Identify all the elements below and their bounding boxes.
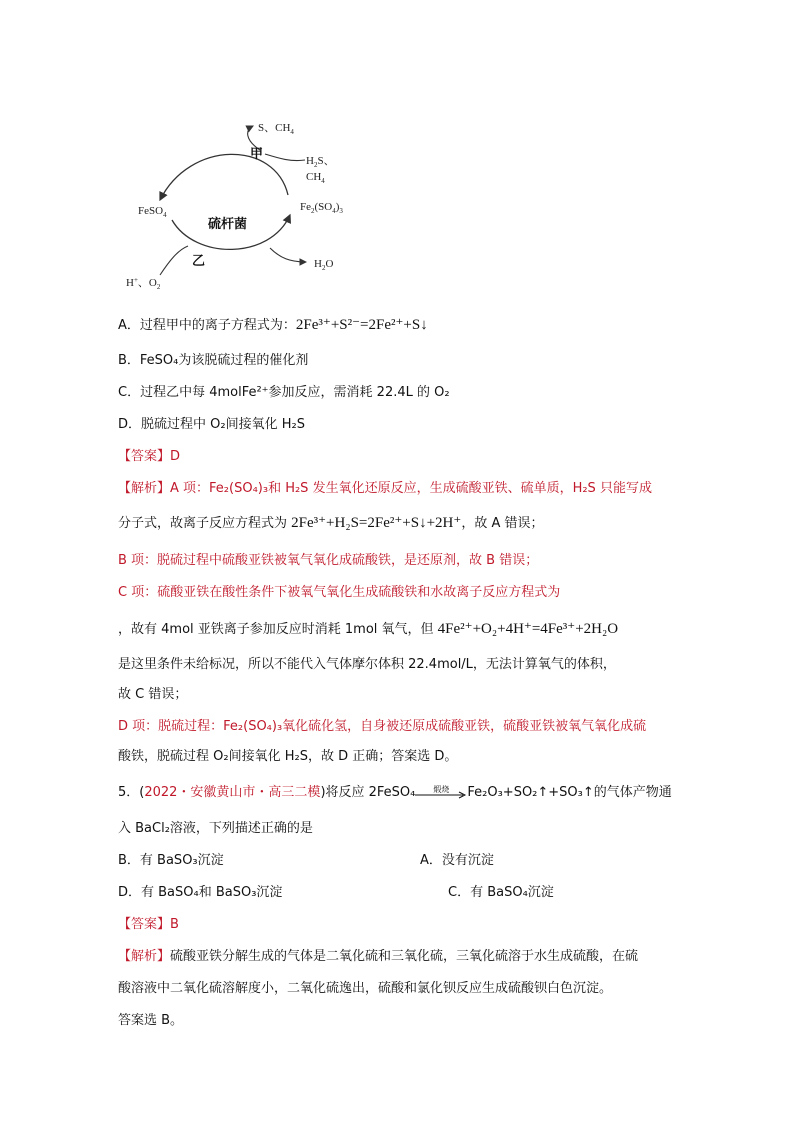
q5-answer-tag: 【答案】 xyxy=(118,917,171,932)
q4-analysis-line-1 xyxy=(118,480,652,498)
q4-option-a-label: A．过程甲中的离子方程式为： xyxy=(118,318,296,333)
desulfurization-cycle-diagram xyxy=(110,110,380,300)
label-ch4: $CH_4$ xyxy=(306,171,325,185)
q5-number: 5．( xyxy=(118,785,145,800)
q4-answer xyxy=(118,448,180,466)
q5-reaction-arrow xyxy=(415,786,467,800)
label-h2o: $H_2O$ xyxy=(314,258,334,272)
q4-option-a-equation: 2Fe³⁺+S²⁻=2Fe²⁺+S↓ xyxy=(295,317,428,333)
q4-option-b: B．FeSO₄为该脱硫过程的催化剂 xyxy=(118,353,309,368)
q4-answer-tag: 【答案】 xyxy=(118,449,171,464)
upper-arc-arrow xyxy=(160,154,288,200)
q4-analysis-d1: D 项：脱硫过程：Fe₂(SO₄)₃氧化硫化氢，自身被还原成硫酸亚铁，硫酸亚铁被氧气氧化成硫 xyxy=(118,719,647,734)
q5-stem-line-2: 入 BaCl₂溶液，下列描述正确的是 xyxy=(118,821,313,836)
q5-option-a: A．没有沉淀 xyxy=(420,853,494,868)
q5-source: 2022・安徽黄山市・高三二模 xyxy=(144,785,321,800)
label-jia: 甲 xyxy=(250,147,264,162)
q4-answer-value: D xyxy=(170,449,181,464)
q4-option-a xyxy=(118,316,428,335)
q5-option-b: B．有 BaSO₃沉淀 xyxy=(118,853,224,868)
q4-analysis-c2 xyxy=(118,620,618,639)
q5-condition: 煅烧 xyxy=(433,784,450,794)
q4-analysis-a1: A 项：Fe₂(SO₄)₃和 H₂S 发生氧化还原反应，生成硫酸亚铁、硫单质，H₂S 只能写成 xyxy=(170,481,652,496)
label-h2s: $H_2S$、 xyxy=(306,155,335,169)
q5-analysis-line-1 xyxy=(118,948,638,966)
bottom-in-line xyxy=(160,246,188,275)
q4-analysis-a2-tail: ，故 A 错误； xyxy=(461,516,544,531)
label-s-ch4: S、$CH_4$ xyxy=(258,122,294,136)
q4-analysis-c4: 故 C 错误； xyxy=(118,687,188,702)
q5-stem-a: )将反应 2FeSO₄ xyxy=(320,785,416,800)
q5-option-d: D．有 BaSO₄和 BaSO₃沉淀 xyxy=(118,885,283,900)
q4-option-c: C．过程乙中每 4molFe²⁺参加反应，需消耗 22.4L 的 O₂ xyxy=(118,385,450,400)
q4-analysis-c2-equation: 4Fe²⁺+O₂+4H⁺=4Fe³⁺+2H₂O xyxy=(437,621,619,637)
label-h-o2: H+、$O_2$ xyxy=(126,276,161,291)
label-bacteria: 硫杆菌 xyxy=(208,217,248,232)
q5-stem-b: Fe₂O₃+SO₂↑+SO₃↑的气体产物通 xyxy=(467,785,672,800)
q4-option-d: D．脱硫过程中 O₂间接氧化 H₂S xyxy=(118,417,305,432)
q5-analysis-text-1: 硫酸亚铁分解生成的气体是二氧化硫和三氧化硫，三氧化硫溶于水生成硫酸，在硫 xyxy=(170,949,639,964)
q4-analysis-a2-equation: 2Fe³⁺+H₂S=2Fe²⁺+S↓+2H⁺ xyxy=(291,515,462,531)
label-fe2so43: $Fe_2(SO_4)_3$ xyxy=(300,201,343,215)
q5-answer xyxy=(118,916,179,934)
q5-option-c: C．有 BaSO₄沉淀 xyxy=(448,885,554,900)
q4-analysis-b: B 项：脱硫过程中硫酸亚铁被氧气氧化成硫酸铁，是还原剂，故 B 错误； xyxy=(118,553,539,568)
label-yi: 乙 xyxy=(192,254,206,269)
label-feso4: FeSO$_4$ xyxy=(138,205,167,219)
q4-analysis-c2-text: ，故有 4mol 亚铁离子参加反应时消耗 1mol 氧气，但 xyxy=(118,622,438,637)
q4-analysis-a2-text: 分子式，故离子反应方程式为 xyxy=(118,516,292,531)
q4-analysis-d2: 酸铁，脱硫过程 O₂间接氧化 H₂S，故 D 正确；答案选 D。 xyxy=(118,749,458,764)
q5-analysis-tag: 【解析】 xyxy=(118,949,171,964)
q4-analysis-c1: C 项：硫酸亚铁在酸性条件下被氧气氧化生成硫酸铁和水故离子反应方程式为 xyxy=(118,585,561,600)
q5-analysis-line-3: 答案选 B。 xyxy=(118,1013,184,1028)
q5-analysis-line-2: 酸溶液中二氧化硫溶解度小，二氧化硫逸出，硫酸和氯化钡反应生成硫酸钡白色沉淀。 xyxy=(118,981,613,996)
q4-analysis-tag: 【解析】 xyxy=(118,481,171,496)
q4-analysis-c3: 是这里条件未给标况，所以不能代入气体摩尔体积 22.4mol/L，无法计算氧气的体积， xyxy=(118,657,616,672)
bottom-out-arrow xyxy=(270,248,306,262)
q5-stem-line-1 xyxy=(118,784,672,802)
right-in-line xyxy=(265,154,305,161)
q5-answer-value: B xyxy=(170,917,179,932)
q4-analysis-line-2 xyxy=(118,514,543,533)
